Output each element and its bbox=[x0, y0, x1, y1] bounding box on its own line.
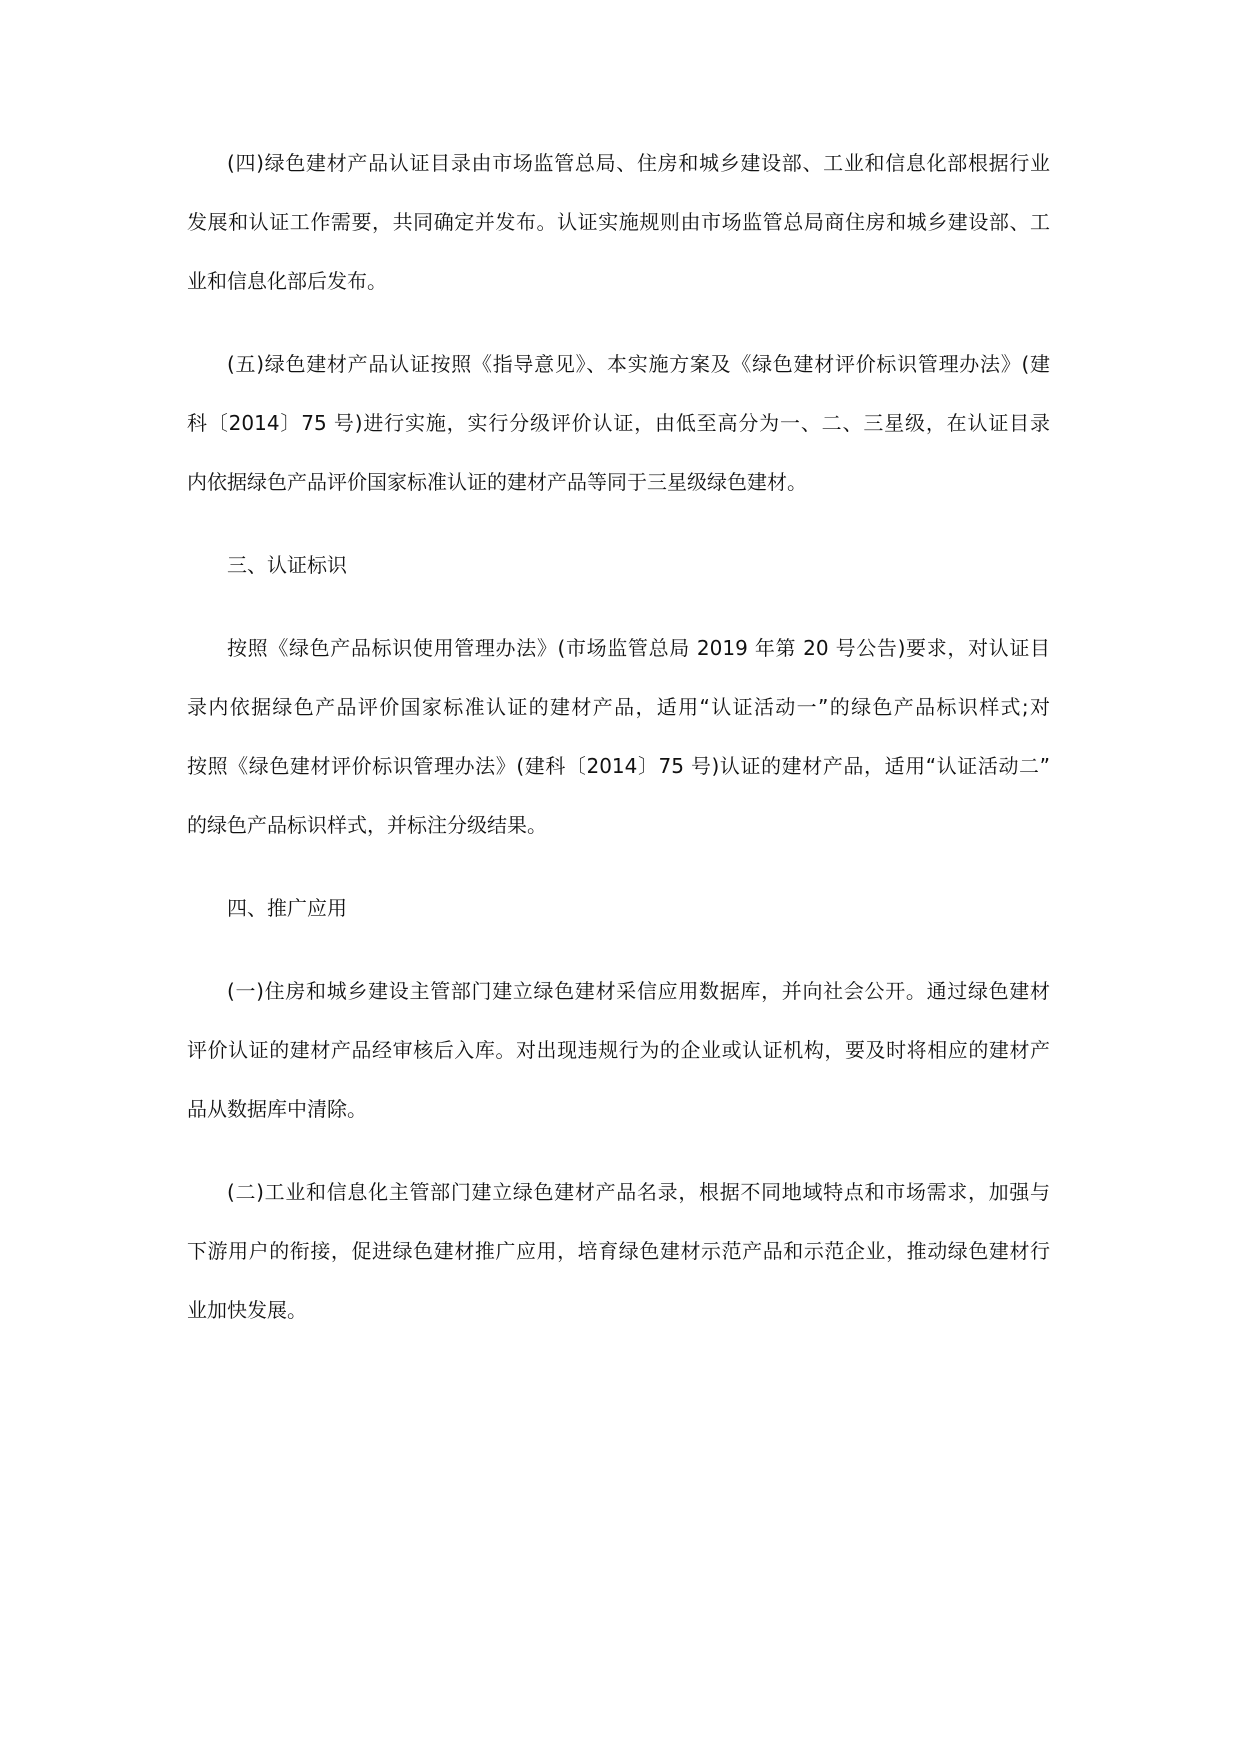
text-line: (一)住房和城乡建设主管部门建立绿色建材采信应用数据库，并向社会公开。通过绿色建材 bbox=[227, 979, 1050, 1003]
text-line: 三、认证标识 bbox=[227, 553, 347, 577]
text-line: 四、推广应用 bbox=[227, 896, 347, 920]
text-line: 业和信息化部后发布。 bbox=[187, 269, 387, 293]
text-line: 发展和认证工作需要，共同确定并发布。认证实施规则由市场监管总局商住房和城乡建设部、工 bbox=[187, 210, 1050, 234]
text-line: (五)绿色建材产品认证按照《指导意见》、本实施方案及《绿色建材评价标识管理办法》(建 bbox=[227, 352, 1050, 376]
section-heading bbox=[187, 893, 1050, 952]
paragraph bbox=[187, 349, 1050, 526]
text-line: 科〔2014〕75 号)进行实施，实行分级评价认证，由低至高分为一、二、三星级，在认证目录 bbox=[187, 411, 1050, 435]
text-line: 按照《绿色建材评价标识管理办法》(建科〔2014〕75 号)认证的建材产品，适用“认证活动二” bbox=[187, 754, 1050, 778]
paragraph bbox=[187, 148, 1050, 325]
paragraph bbox=[187, 1177, 1050, 1354]
text-line: 业加快发展。 bbox=[187, 1298, 307, 1322]
text-line: (四)绿色建材产品认证目录由市场监管总局、住房和城乡建设部、工业和信息化部根据行业 bbox=[227, 151, 1050, 175]
text-line: (二)工业和信息化主管部门建立绿色建材产品名录，根据不同地域特点和市场需求，加强与 bbox=[227, 1180, 1050, 1204]
document-body bbox=[187, 148, 1050, 1378]
text-line: 的绿色产品标识样式，并标注分级结果。 bbox=[187, 813, 547, 837]
paragraph bbox=[187, 633, 1050, 869]
text-line: 下游用户的衔接，促进绿色建材推广应用，培育绿色建材示范产品和示范企业，推动绿色建材行 bbox=[187, 1239, 1050, 1263]
text-line: 录内依据绿色产品评价国家标准认证的建材产品，适用“认证活动一”的绿色产品标识样式;对 bbox=[187, 695, 1050, 719]
paragraph bbox=[187, 976, 1050, 1153]
text-line: 评价认证的建材产品经审核后入库。对出现违规行为的企业或认证机构，要及时将相应的建材产 bbox=[187, 1038, 1050, 1062]
text-line: 按照《绿色产品标识使用管理办法》(市场监管总局 2019 年第 20 号公告)要求，对认证目 bbox=[227, 636, 1050, 660]
section-heading bbox=[187, 550, 1050, 609]
text-line: 内依据绿色产品评价国家标准认证的建材产品等同于三星级绿色建材。 bbox=[187, 470, 807, 494]
text-line: 品从数据库中清除。 bbox=[187, 1097, 367, 1121]
